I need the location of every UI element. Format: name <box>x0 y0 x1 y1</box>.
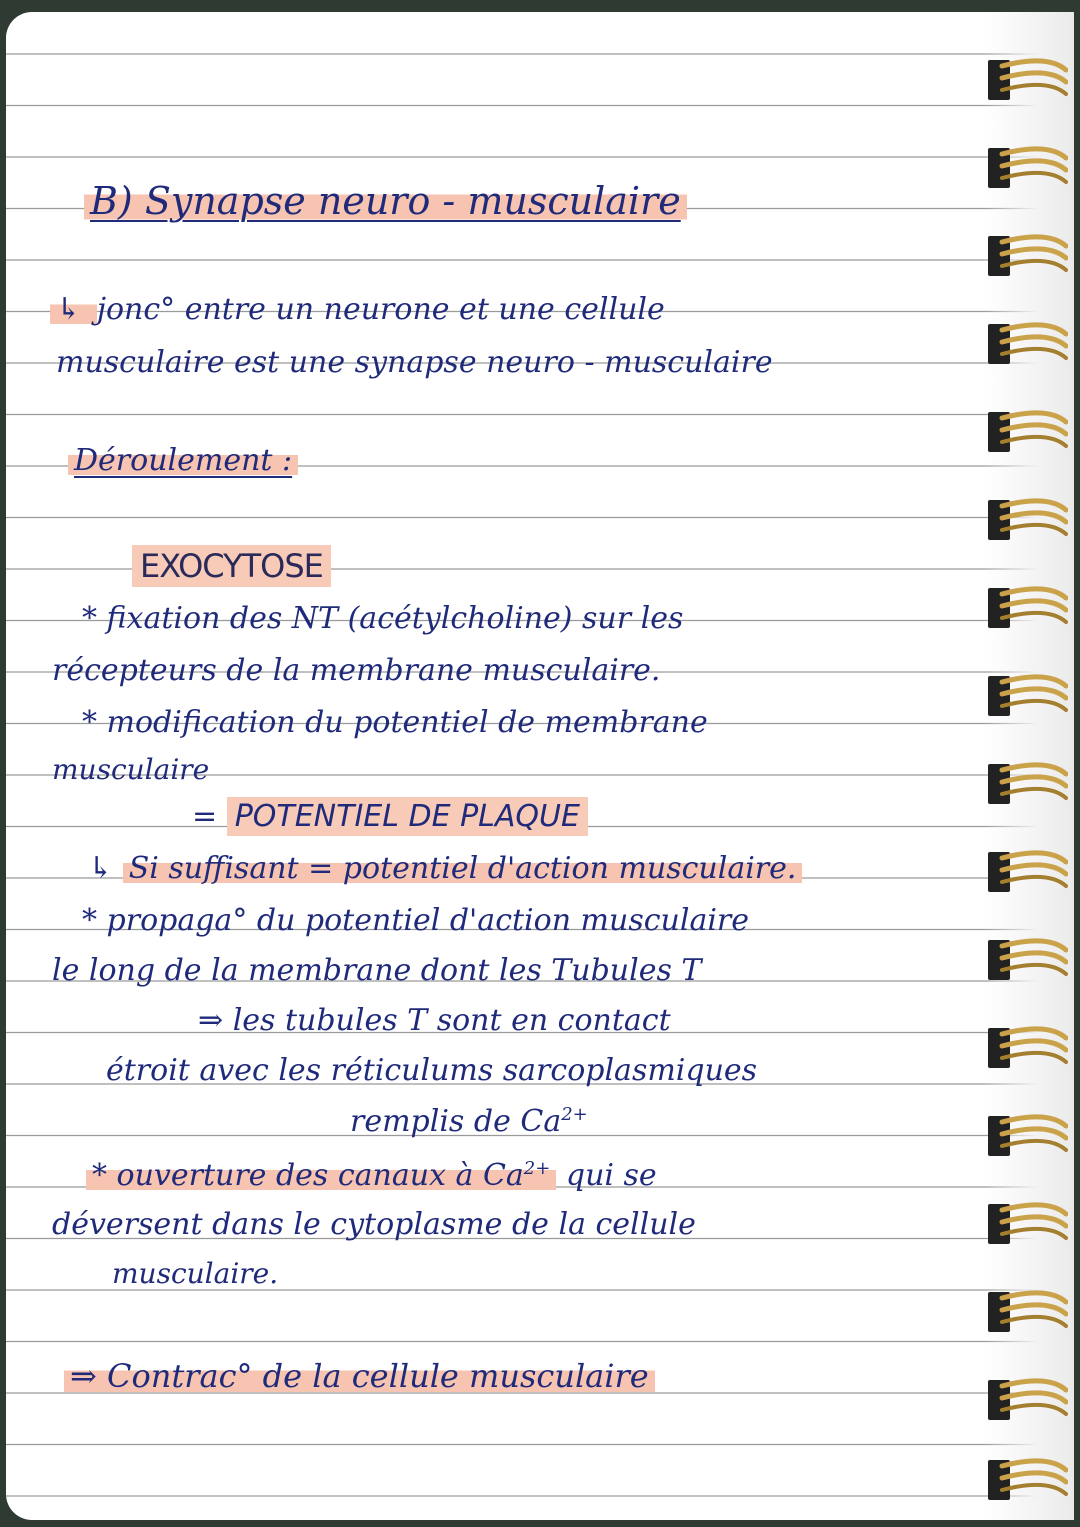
spiral-ring <box>988 1452 1068 1510</box>
body-line-12 <box>86 1160 657 1191</box>
intro-text-2: musculaire est une synapse neuro - musculaire <box>56 345 773 380</box>
superscript: 2+ <box>561 1104 588 1125</box>
spiral-ring <box>988 844 1068 902</box>
body-text-2: récepteurs de la membrane musculaire. <box>52 653 661 688</box>
spiral-ring <box>988 316 1068 374</box>
double-arrow-icon: ⇒ <box>70 1357 97 1395</box>
spiral-ring <box>988 1020 1068 1078</box>
body-line-11 <box>350 1106 588 1137</box>
body-line-14 <box>112 1257 279 1290</box>
superscript: 2+ <box>523 1158 551 1179</box>
spiral-ring <box>988 932 1068 990</box>
spiral-ring <box>988 140 1068 198</box>
spiral-ring <box>988 1284 1068 1342</box>
body-line-4 <box>52 753 210 786</box>
body-line-1 <box>82 601 684 636</box>
notebook-page <box>6 12 1074 1520</box>
body-line-9 <box>198 1003 671 1038</box>
body-text-12b: qui se <box>556 1158 657 1193</box>
spiral-ring <box>988 492 1068 550</box>
body-line-13 <box>52 1207 696 1242</box>
body-text-4: musculaire <box>52 753 210 786</box>
spiral-ring <box>988 52 1068 110</box>
body-text-6: Si suffisant = potentiel d'action musculaire. <box>123 851 803 886</box>
body-text-13: déversent dans le cytoplasme de la cellule <box>52 1207 696 1242</box>
double-arrow-icon: ⇒ <box>198 1003 224 1038</box>
conclusion-line <box>64 1357 655 1395</box>
body-text-7: * propaga° du potentiel d'action musculaire <box>82 903 750 938</box>
body-line-3 <box>82 705 708 740</box>
body-line-10 <box>106 1053 758 1088</box>
plaque-potential-text: POTENTIEL DE PLAQUE <box>227 797 588 836</box>
spiral-ring <box>988 668 1068 726</box>
section-title <box>68 443 298 478</box>
body-text-11: remplis de Ca <box>350 1104 562 1139</box>
body-line-6 <box>88 851 802 886</box>
heading-text: B) Synapse neuro - musculaire <box>90 179 681 223</box>
body-text-12a: * ouverture des canaux à Ca <box>92 1158 524 1193</box>
body-line-12-highlight <box>86 1158 556 1193</box>
arrow-highlight <box>50 292 97 327</box>
intro-text-1: jonc° entre un neurone et une cellule <box>96 292 665 327</box>
body-text-3: * modification du potentiel de membrane <box>82 705 708 740</box>
body-line-7 <box>82 903 750 938</box>
spiral-ring <box>988 1196 1068 1254</box>
body-text-14: musculaire. <box>112 1257 279 1290</box>
exocytose-label <box>132 547 331 585</box>
body-line-2 <box>52 653 661 688</box>
exocytose-text: EXOCYTOSE <box>132 545 331 587</box>
intro-line-1 <box>50 292 665 327</box>
equals-sign: = <box>192 799 218 834</box>
conclusion-text: Contrac° de la cellule musculaire <box>106 1357 649 1395</box>
body-text-1: * fixation des NT (acétylcholine) sur les <box>82 601 684 636</box>
conclusion-highlight <box>64 1357 655 1395</box>
body-line-8 <box>52 953 702 988</box>
intro-line-2 <box>56 345 773 380</box>
spiral-ring <box>988 756 1068 814</box>
section-title-text: Déroulement : <box>68 443 298 478</box>
body-line-5 <box>192 799 588 834</box>
body-text-9: les tubules T sont en contact <box>232 1003 671 1038</box>
page-heading <box>84 179 687 223</box>
turn-arrow-icon: ↳ <box>88 851 114 886</box>
turn-arrow-icon: ↳ <box>56 292 82 327</box>
spiral-ring <box>988 228 1068 286</box>
body-text-10: étroit avec les réticulums sarcoplasmiques <box>106 1053 758 1088</box>
heading-highlight <box>84 179 687 223</box>
spiral-ring <box>988 580 1068 638</box>
spiral-ring <box>988 1108 1068 1166</box>
body-text-8: le long de la membrane dont les Tubules T <box>52 953 702 988</box>
spiral-ring <box>988 404 1068 462</box>
spiral-ring <box>988 1372 1068 1430</box>
